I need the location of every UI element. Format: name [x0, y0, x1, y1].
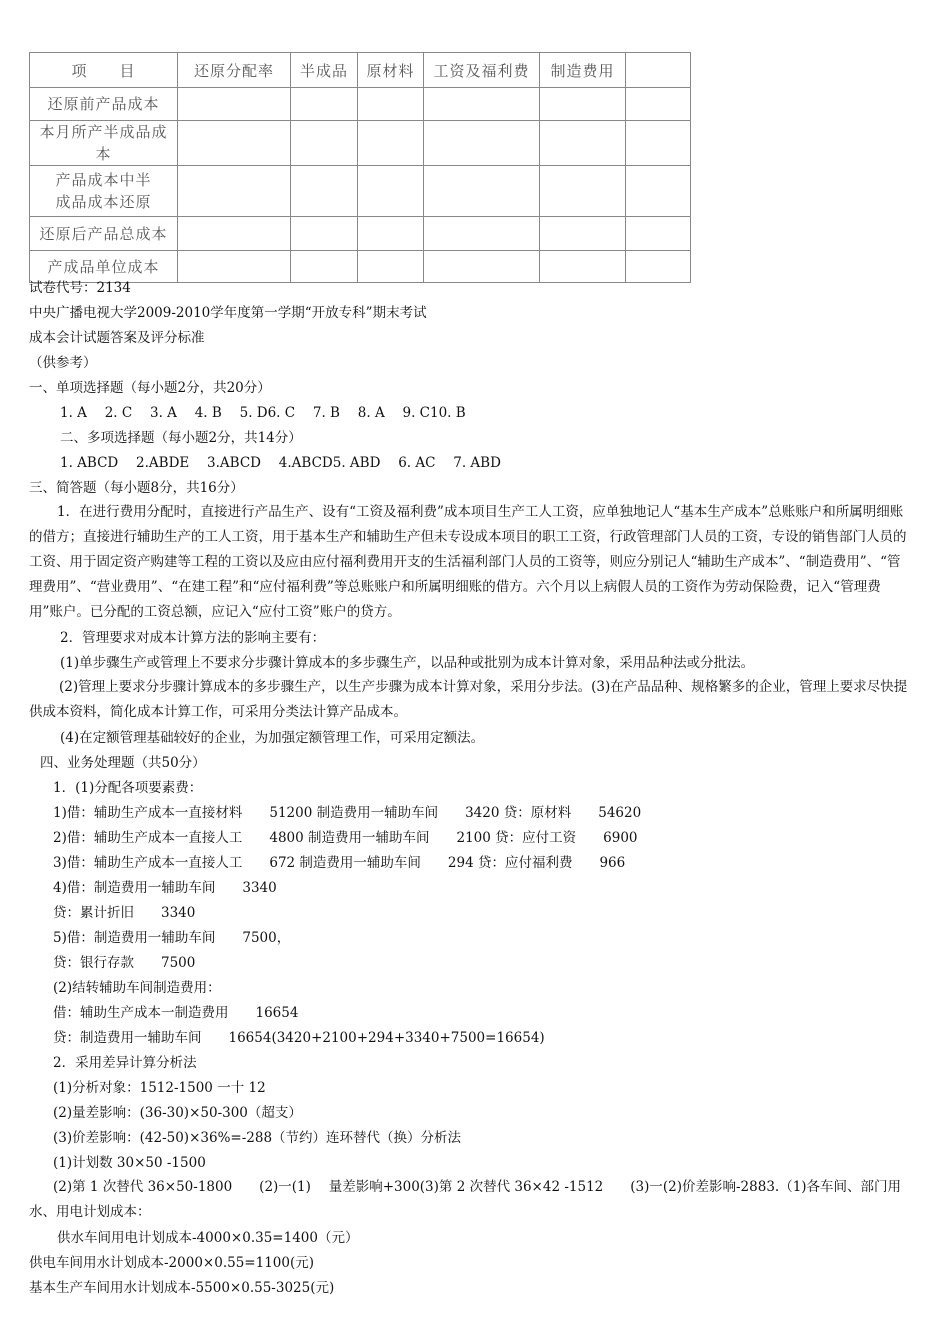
- answer-line: 1. A 2. C 3. A 4. B 5. D6. C 7. B 8. A 9. C10. B: [60, 405, 466, 421]
- journal-entry: 贷：银行存款 7500: [53, 955, 196, 971]
- answer-paragraph: (2)管理上要求分步骤计算成本的多步骤生产，以生产步骤为成本计算对象，采用分步法。(3)在产品品种、规格繁多的企业，管理上要求尽快提供成本资料，简化成本计算工作，可采用分类法计算产品成本。: [29, 679, 908, 720]
- answer-line: 供水车间用电计划成本-4000×0.35=1400（元）: [57, 1230, 359, 1246]
- table-cell: [291, 121, 358, 166]
- journal-entry: 1)借：辅助生产成本一直接材料 51200 制造费用一辅助车间 3420 贷：原材料 54620: [53, 805, 642, 821]
- table-cell: [540, 251, 626, 283]
- table-header-cell: 原材料: [358, 53, 424, 88]
- table-row-label: 还原前产品成本: [30, 88, 178, 121]
- answer-line: 2．管理要求对成本计算方法的影响主要有：: [60, 630, 326, 646]
- table-cell: [424, 121, 540, 166]
- exam-subtitle: 成本会计试题答案及评分标准: [29, 330, 205, 346]
- exam-code: 试卷代号：2134: [29, 280, 131, 296]
- table-cell: [540, 121, 626, 166]
- table-header-cell: 制造费用: [540, 53, 626, 88]
- cost-reduction-table-container: [29, 52, 690, 283]
- table-cell: [178, 217, 291, 251]
- table-header-cell: 项 目: [30, 53, 178, 88]
- table-cell: [178, 88, 291, 121]
- table-row: [30, 121, 691, 166]
- table-row: [30, 217, 691, 251]
- table-cell: [540, 166, 626, 217]
- table-cell: [626, 166, 691, 217]
- table-cell: [540, 88, 626, 121]
- table-cell: [291, 251, 358, 283]
- section-heading: 三、简答题（每小题8分，共16分）: [29, 480, 244, 496]
- answer-line: (4)在定额管理基础较好的企业，为加强定额管理工作，可采用定额法。: [60, 730, 485, 746]
- journal-entry: 2)借：辅助生产成本一直接人工 4800 制造费用一辅助车间 2100 贷：应付工资 6900: [53, 830, 638, 846]
- table-cell: [358, 217, 424, 251]
- table-cell: [178, 251, 291, 283]
- table-row: [30, 251, 691, 283]
- exam-title: 中央广播电视大学2009-2010学年度第一学期“开放专科”期末考试: [29, 305, 427, 321]
- cost-reduction-table: [29, 52, 691, 283]
- table-cell: [291, 88, 358, 121]
- answer-line: (3)价差影响：(42-50)×36%=-288（节约）连环替代（换）分析法: [53, 1130, 462, 1146]
- answer-line: (1)单步骤生产或管理上不要求分步骤计算成本的多步骤生产，以品种或批别为成本计算对象，采用品种法或分批法。: [60, 655, 755, 671]
- answer-line: 基本生产车间用水计划成本-5500×0.55-3025(元): [29, 1280, 335, 1296]
- table-cell: [626, 251, 691, 283]
- table-cell: [358, 251, 424, 283]
- table-header-row: [30, 53, 691, 88]
- table-header-cell: 半成品: [291, 53, 358, 88]
- table-cell: [626, 121, 691, 166]
- table-cell: [424, 166, 540, 217]
- table-cell: [626, 88, 691, 121]
- section-heading: 一、单项选择题（每小题2分，共20分）: [29, 380, 271, 396]
- answer-paragraph: (2)第 1 次替代 36×50-1800 (2)一(1) 量差影响+300(3)第 2 次替代 36×42 -1512 (3)一(2)价差影响-2883.（1)各车间、部门用水、用电计划成本：: [29, 1179, 902, 1220]
- table-cell: [626, 217, 691, 251]
- journal-entry: 贷：累计折旧 3340: [53, 905, 196, 921]
- answer-line: 1．(1)分配各项要素费：: [53, 780, 203, 796]
- answer-line: 供电车间用水计划成本-2000×0.55=1100(元): [29, 1255, 314, 1271]
- table-cell: [178, 166, 291, 217]
- answer-line: (1)分析对象：1512-1500 一十 12: [53, 1080, 266, 1096]
- table-row-label: 本月所产半成品成本: [30, 121, 178, 166]
- journal-entry: 5)借：制造费用一辅助车间 7500，: [53, 930, 291, 946]
- answer-line: (2)结转辅助车间制造费用：: [53, 980, 221, 996]
- answer-paragraph: 1．在进行费用分配时，直接进行产品生产、设有“工资及福利费”成本项目生产工人工资，应单独地记人“基本生产成本”总账账户和所属明细账的借方；直接进行辅助生产的工人工资，用于基本生产和辅助生产但未专设成本项目的职工工资，行政管理部门人员的工资，专设的销售部门人员的工资、用于固定资产购建等工程的工资以及应由应付福利费用开支的生活福利部门人员的工资等，则应分别记人“辅助生产成本”、“制造费用”、“管理费用”、“营业费用”、“在建工程”和“应付福利费”等总账账户和所属明细账的借方。六个月以上病假人员的工资作为劳动保险费，记入“管理费用”账户。已分配的工资总额，应记入“应付工资”账户的贷方。: [29, 504, 907, 620]
- answer-line: 1. ABCD 2.ABDE 3.ABCD 4.ABCD5. ABD 6. AC 7. ABD: [60, 455, 501, 471]
- table-cell: [178, 121, 291, 166]
- table-cell: [358, 121, 424, 166]
- table-row: [30, 88, 691, 121]
- table-row-label: 还原后产品总成本: [30, 217, 178, 251]
- table-cell: [424, 251, 540, 283]
- table-row-label: 产品成本中半 成品成本还原: [30, 166, 178, 217]
- table-cell: [424, 88, 540, 121]
- journal-entry: 借：辅助生产成本一制造费用 16654: [53, 1005, 299, 1021]
- table-header-cell: [626, 53, 691, 88]
- table-cell: [291, 166, 358, 217]
- section-heading: 二、多项选择题（每小题2分，共14分）: [60, 430, 302, 446]
- journal-entry: 3)借：辅助生产成本一直接人工 672 制造费用一辅助车间 294 贷：应付福利费 966: [53, 855, 626, 871]
- table-cell: [291, 217, 358, 251]
- table-row: [30, 166, 691, 217]
- table-header-cell: 还原分配率: [178, 53, 291, 88]
- table-cell: [358, 166, 424, 217]
- table-cell: [540, 217, 626, 251]
- table-cell: [424, 217, 540, 251]
- journal-entry: 贷：制造费用一辅助车间 16654(3420+2100+294+3340+7500=16654): [53, 1030, 545, 1046]
- reference-note: （供参考）: [29, 355, 97, 371]
- answer-line: (2)量差影响：(36-30)×50-300（超支）: [53, 1105, 302, 1121]
- journal-entry: 4)借：制造费用一辅助车间 3340: [53, 880, 277, 896]
- table-cell: [358, 88, 424, 121]
- section-heading: 四、业务处理题（共50分）: [40, 755, 206, 771]
- table-header-cell: 工资及福利费: [424, 53, 540, 88]
- answer-line: 2．采用差异计算分析法: [53, 1055, 197, 1071]
- table-row-label: 产成品单位成本: [30, 251, 178, 283]
- answer-line: (1)计划数 30×50 -1500: [53, 1155, 206, 1171]
